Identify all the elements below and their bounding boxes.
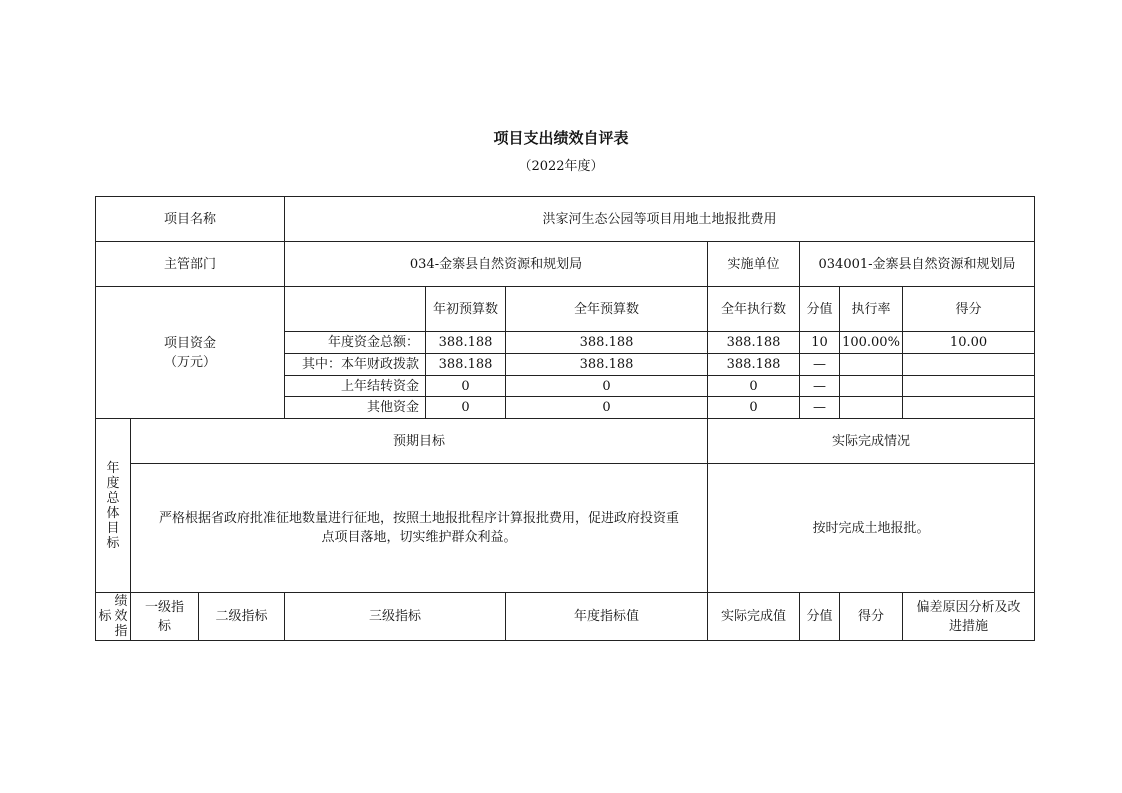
level3-indicator-header: 三级指标 [285,593,506,641]
funds-row-initial: 388.188 [426,354,506,376]
funds-row-score [903,354,1035,376]
funds-row-label: 上年结转资金 [285,376,426,397]
page-subtitle-year: （2022年度） [518,159,604,174]
project-name-label: 项目名称 [96,197,285,242]
page-title: 项目支出绩效自评表 [493,129,629,147]
funds-row-score: 10.00 [903,332,1035,354]
performance-table [95,196,1035,641]
header-exec-rate: 执行率 [840,287,903,332]
funds-label-line2: （万元） [164,354,217,370]
funds-row-annual: 388.188 [506,354,708,376]
funds-row-score-value: — [800,376,840,397]
funds-row-rate [840,376,903,397]
header-initial-budget: 年初预算数 [426,287,506,332]
funds-row-annual: 0 [506,376,708,397]
funds-row-initial: 0 [426,376,506,397]
indicator-score-header: 得分 [840,593,903,641]
header-annual-exec: 全年执行数 [708,287,800,332]
funds-row-initial: 388.188 [426,332,506,354]
funds-row-label: 其中：本年财政拨款 [285,354,426,376]
dept-value: 034-金寨县自然资源和规划局 [285,242,708,287]
annual-indicator-value-header: 年度指标值 [506,593,708,641]
level1-indicator-header: 一级指 标 [131,593,199,641]
header-annual-budget: 全年预算数 [506,287,708,332]
funds-row-initial: 0 [426,397,506,419]
funds-row-score [903,397,1035,419]
dept-label: 主管部门 [96,242,285,287]
funds-label [96,287,285,419]
indicators-side-label: 标 绩 效 指 [96,593,131,641]
funds-row-score-value: — [800,397,840,419]
funds-row-exec: 0 [708,397,800,419]
funds-row-annual: 0 [506,397,708,419]
actual-value-header: 实际完成值 [708,593,800,641]
funds-row-exec: 0 [708,376,800,397]
expected-goal-text: 严格根据省政府批准征地数量进行征地，按照土地报批程序计算报批费用，促进政府投资重 点项目落地，切实维护群众利益。 [131,464,708,593]
funds-row-score-value: 10 [800,332,840,354]
header-score-value: 分值 [800,287,840,332]
funds-row-exec: 388.188 [708,354,800,376]
funds-row-exec: 388.188 [708,332,800,354]
funds-row-score [903,376,1035,397]
impl-unit-value: 034001-金寨县自然资源和规划局 [800,242,1035,287]
level2-indicator-header: 二级指标 [199,593,285,641]
impl-unit-label: 实施单位 [708,242,800,287]
actual-completion-header: 实际完成情况 [708,419,1035,464]
funds-label-line1: 项目资金 [164,335,217,351]
funds-row-label: 年度资金总额： [285,332,426,354]
funds-row-rate [840,397,903,419]
deviation-analysis-header: 偏差原因分析及改 进措施 [903,593,1035,641]
funds-row-score-value: — [800,354,840,376]
funds-row-label: 其他资金 [285,397,426,419]
indicator-score-value-header: 分值 [800,593,840,641]
funds-row-rate: 100.00% [840,332,903,354]
actual-completion-text: 按时完成土地报批。 [708,464,1035,593]
project-name-value: 洪家河生态公园等项目用地土地报批费用 [285,197,1035,242]
funds-row-rate [840,354,903,376]
funds-row-annual: 388.188 [506,332,708,354]
expected-goal-header: 预期目标 [131,419,708,464]
funds-header-blank [285,287,426,332]
goals-side-label: 年 度 总 体 目 标 [96,419,131,593]
header-score: 得分 [903,287,1035,332]
